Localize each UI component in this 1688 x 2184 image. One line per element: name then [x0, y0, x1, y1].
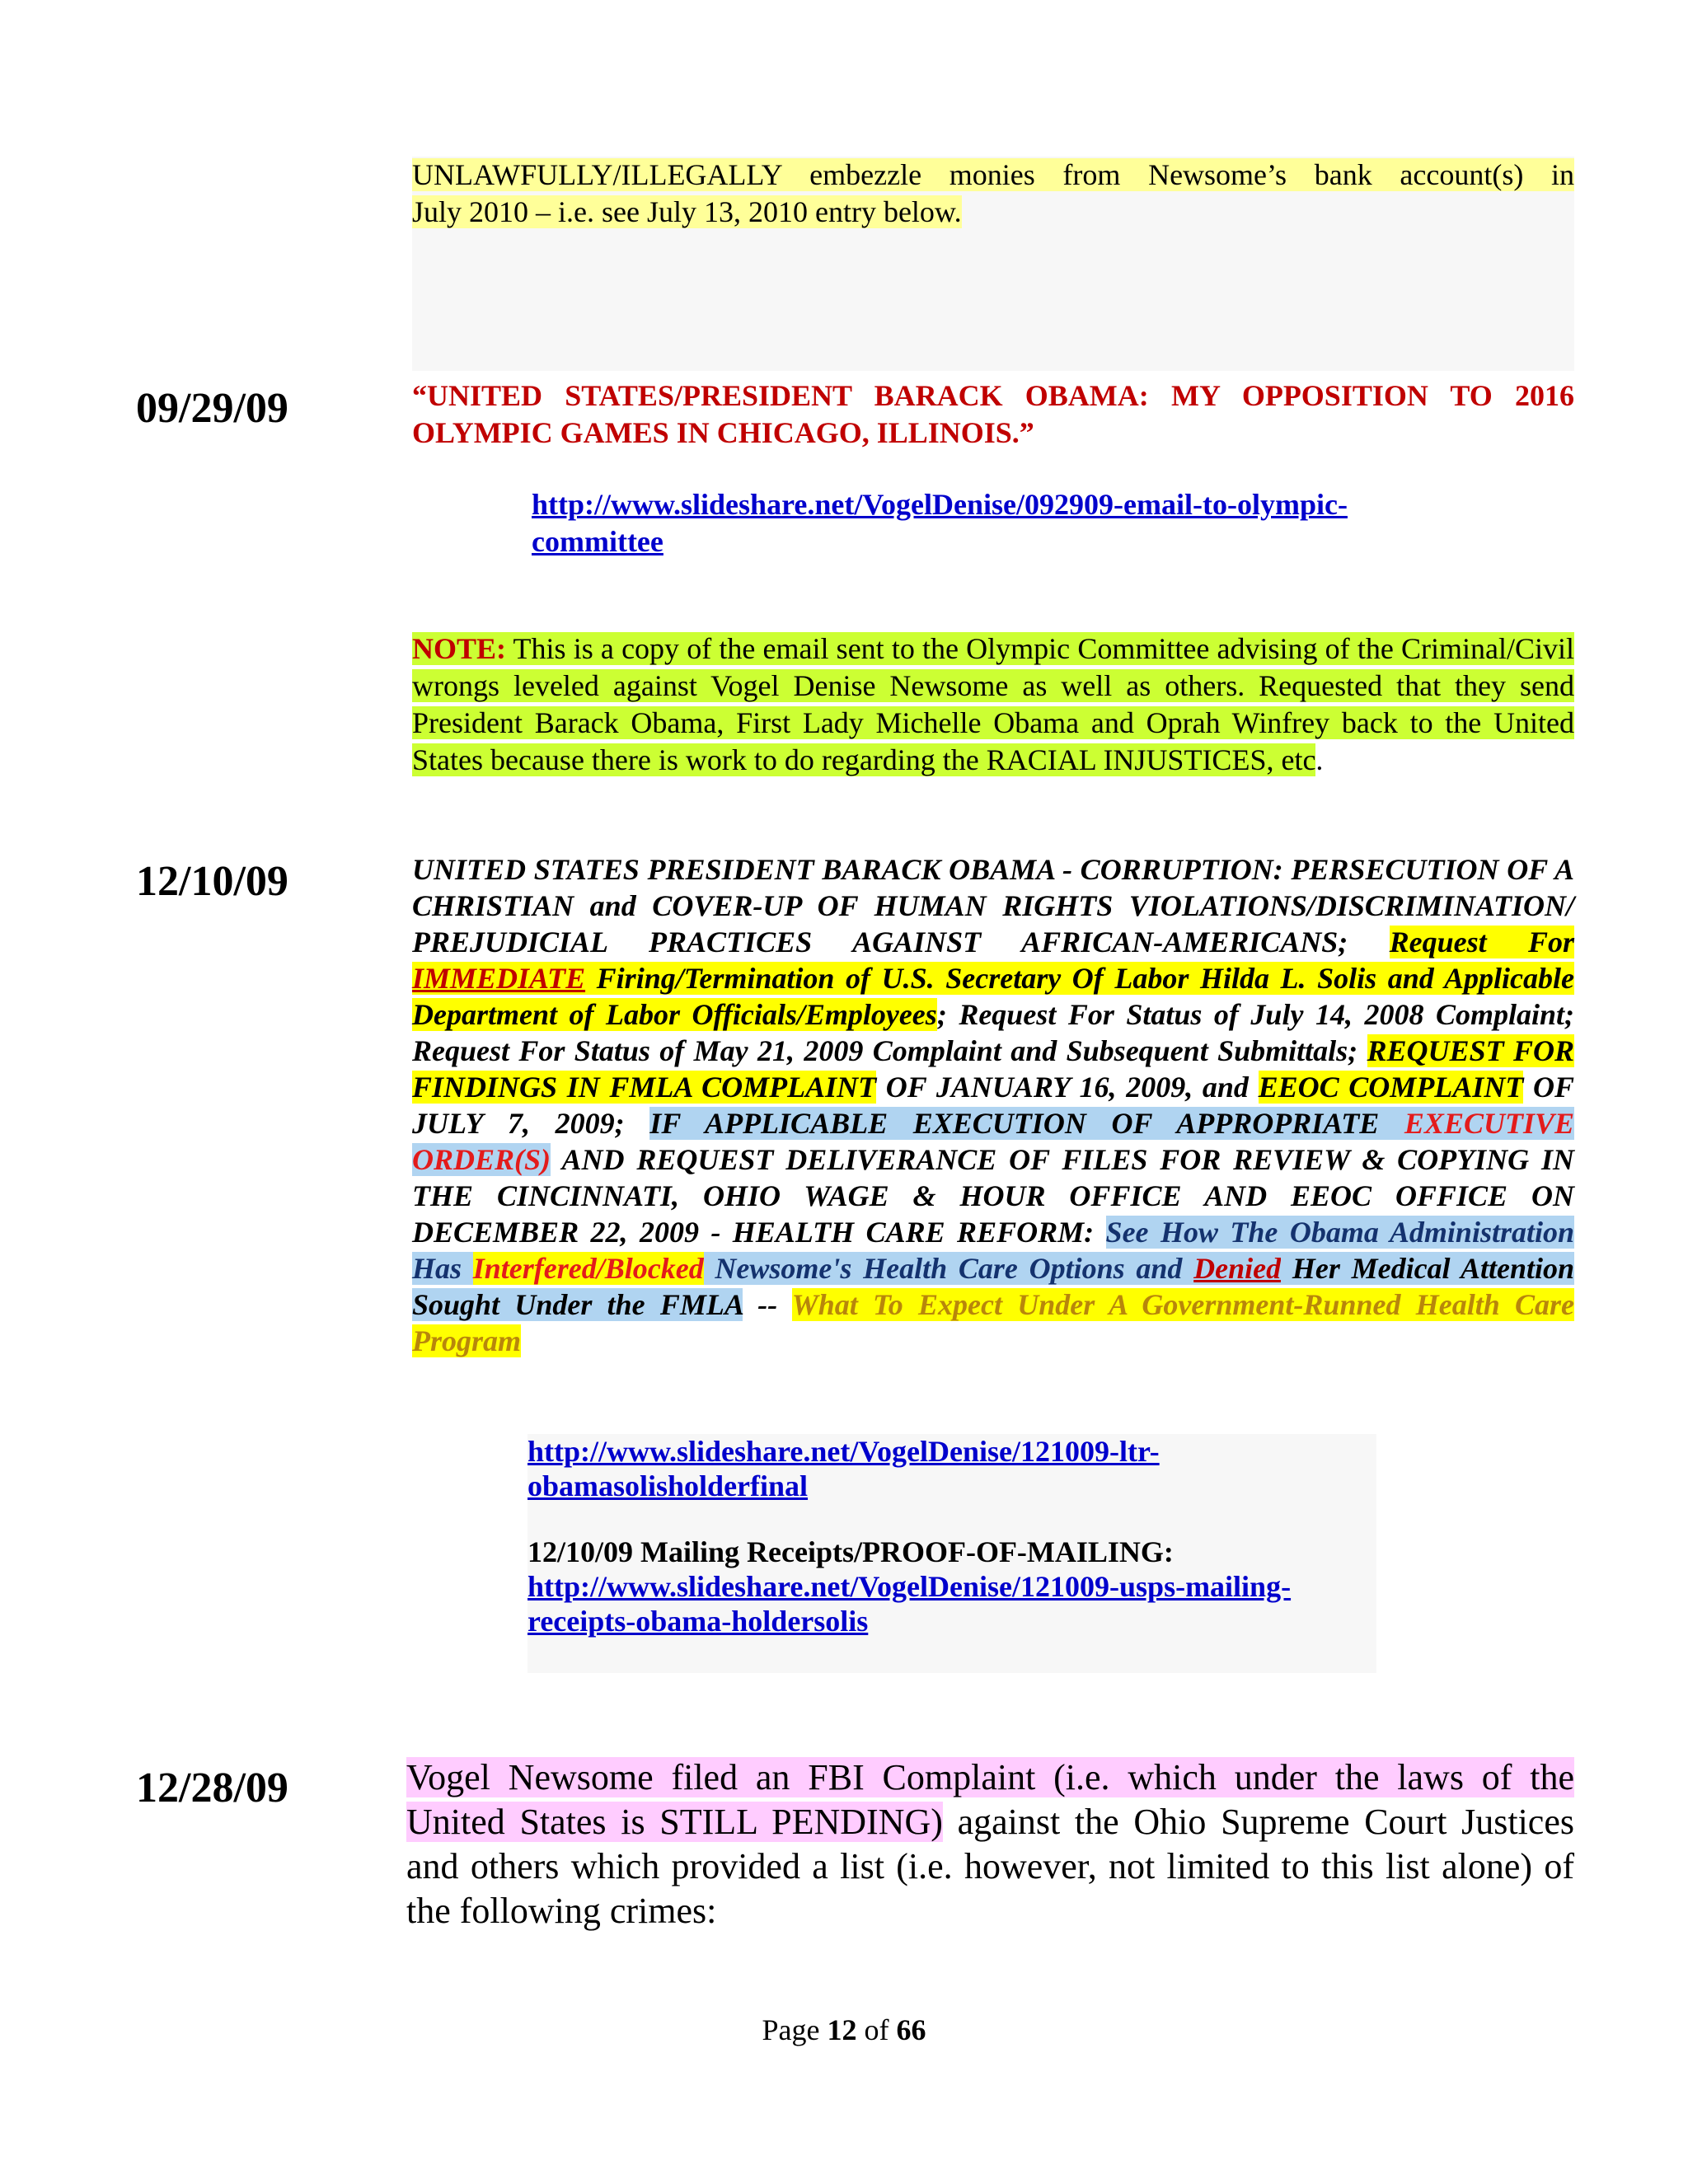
entry-date-122809: 12/28/09 [136, 1765, 288, 1811]
olympic-email-link[interactable]: http://www.slideshare.net/VogelDenise/092909-email-to-olympic- committee [532, 488, 1348, 558]
note-text: This is a copy of the email sent to the Olympic Committee advising of the Criminal/Civil wrongs leveled against Vogel Denise Newsome as well as others. Requested that they send President Barack Obama, First Lady Michelle Obama and Oprah Winfrey back to the United States because there is work to do regarding the RACIAL INJUSTICES, etc [412, 632, 1574, 776]
link-block-121009 [528, 1434, 1376, 1673]
top-paragraph [412, 157, 1574, 371]
page-total: 66 [896, 2013, 926, 2046]
obama-solis-letter-link[interactable]: http://www.slideshare.net/VogelDenise/121009-ltr- obamasolisholderfinal [528, 1435, 1160, 1502]
link-block-092909 [532, 486, 1438, 560]
top-paragraph-line1: UNLAWFULLY/ILLEGALLY embezzle monies from Newsome’s bank account(s) in [412, 158, 1574, 191]
entry-date-121009: 12/10/09 [136, 858, 288, 905]
page-number: 12 [827, 2013, 857, 2046]
entry-title-092909: “UNITED STATES/PRESIDENT BARACK OBAMA: MY OPPOSITION TO 2016 OLYMPIC GAMES IN CHICAGO, ILLINOIS.” [412, 379, 1574, 449]
top-paragraph-line2: July 2010 – i.e. see July 13, 2010 entry below. [412, 195, 962, 228]
note-label: NOTE: [412, 632, 507, 665]
fbi-complaint-highlight: Vogel Newsome filed an FBI Complaint (i.e. which under the laws of the United States is STILL PENDING) [406, 1757, 1574, 1842]
mailing-receipts-label: 12/10/09 Mailing Receipts/PROOF-OF-MAILING: [528, 1535, 1174, 1568]
note-092909: NOTE: This is a copy of the email sent to the Olympic Committee advising of the Criminal/Civil wrongs leveled against Vogel Denise Newsome as well as others. Requested that they send President Barack Obama, First Lady Michelle Obama and Oprah Winfrey back to the United States because there is work to do regarding the RACIAL INJUSTICES, etc. [412, 632, 1574, 776]
entry-date-092909: 09/29/09 [136, 385, 288, 432]
page-footer: Page 12 of 66 [762, 2013, 926, 2046]
entry-body-121009: UNITED STATES PRESIDENT BARACK OBAMA - CORRUPTION: PERSECUTION OF A CHRISTIAN and COVER-UP OF HUMAN RIGHTS VIOLATIONS/DISCRIMINATION/ PREJUDICIAL PRACTICES AGAINST AFRICAN-AMERICANS; Request For IMMEDIATE Firing/Termination of U.S. Secretary Of Labor Hilda L. Solis and Applicable Department of Labor Officials/Employees; Request For Status of July 14, 2008 Complaint; Request For Status of May 21, 2009 Complaint and Subsequent Submittals; REQUEST FOR FINDINGS IN FMLA COMPLAINT OF JANUARY 16, 2009, and EEOC COMPLAINT OF JULY 7, 2009; IF APPLICABLE EXECUTION OF APPROPRIATE EXECUTIVE ORDER(S) AND REQUEST DELIVERANCE OF FILES FOR REVIEW & COPYING IN THE CINCINNATI, OHIO WAGE & HOUR OFFICE AND EEOC OFFICE ON DECEMBER 22, 2009 - HEALTH CARE REFORM: See How The Obama Administration Has Interfered/Blocked Newsome's Health Care Options and Denied Her Medical Attention Sought Under the FMLA -- What To Expect Under A Government-Runned Health Care Program [412, 853, 1575, 1357]
entry-body-122809: Vogel Newsome filed an FBI Complaint (i.e. which under the laws of the United States is STILL PENDING) against the Ohio Supreme Court Justices and others which provided a list (i.e. however, not limited to this list alone) of the following crimes: [406, 1757, 1574, 1931]
usps-mailing-receipts-link[interactable]: http://www.slideshare.net/VogelDenise/121009-usps-mailing- receipts-obama-holdersolis [528, 1570, 1292, 1638]
